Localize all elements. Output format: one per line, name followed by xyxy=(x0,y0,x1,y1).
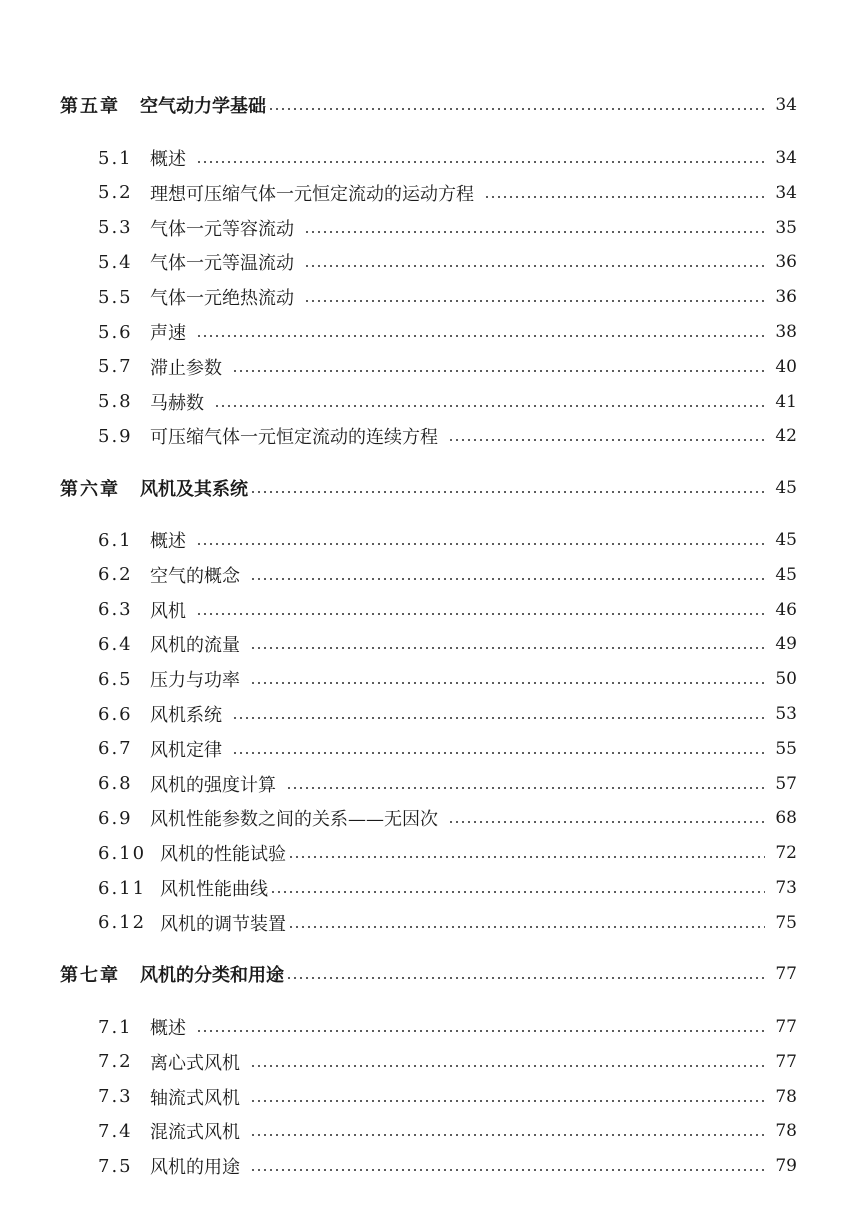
toc-section-entry[interactable] xyxy=(60,631,797,657)
section-title: 轴流式风机 xyxy=(150,1087,240,1109)
section-title: 空气的概念 xyxy=(150,565,240,587)
chapter-number: 第七章 xyxy=(60,965,120,986)
chapter-title: 空气动力学基础 xyxy=(140,96,266,117)
section-number: 5.4 xyxy=(98,251,133,273)
section-number: 7.1 xyxy=(98,1016,133,1038)
toc-section-entry[interactable] xyxy=(60,1014,797,1040)
toc-chapter-entry[interactable] xyxy=(60,92,797,118)
dot-leader xyxy=(196,543,765,545)
section-title: 混流式风机 xyxy=(150,1122,240,1144)
dot-leader xyxy=(304,231,765,233)
toc-section-entry[interactable] xyxy=(60,1084,797,1110)
toc-chapter-entry[interactable] xyxy=(60,475,797,501)
toc-section-entry[interactable] xyxy=(60,389,797,415)
toc-section-entry[interactable] xyxy=(60,562,797,588)
toc-section-entry[interactable] xyxy=(60,284,797,310)
toc-section-entry[interactable] xyxy=(60,910,797,936)
section-number: 7.2 xyxy=(98,1051,133,1073)
section-title: 气体一元绝热流动 xyxy=(150,288,294,310)
dot-leader xyxy=(250,1169,765,1171)
page-number: 72 xyxy=(775,843,797,864)
section-title: 风机系统 xyxy=(150,705,222,726)
section-number: 6.11 xyxy=(98,877,147,899)
section-title: 风机的用途 xyxy=(150,1157,240,1179)
page-number: 45 xyxy=(775,564,797,585)
toc-section-entry[interactable] xyxy=(60,840,797,866)
dot-leader xyxy=(250,1134,765,1136)
page-number: 42 xyxy=(775,426,797,447)
page-number: 34 xyxy=(775,182,797,203)
section-number: 6.10 xyxy=(98,842,147,864)
toc-section-entry[interactable] xyxy=(60,736,797,762)
dot-leader xyxy=(448,821,765,823)
toc-section-entry[interactable] xyxy=(60,145,797,171)
page-number: 55 xyxy=(775,738,797,759)
dot-leader xyxy=(196,613,765,615)
dot-leader xyxy=(448,439,765,441)
dot-leader xyxy=(196,1030,765,1032)
chapter-number: 第五章 xyxy=(60,96,120,117)
toc-section-entry[interactable] xyxy=(60,180,797,206)
page-number: 68 xyxy=(775,808,797,829)
chapter-title: 风机及其系统 xyxy=(140,479,248,500)
page-number: 45 xyxy=(775,478,797,498)
section-title: 风机的性能试验 xyxy=(160,844,286,866)
dot-leader xyxy=(250,1065,765,1067)
page-number: 36 xyxy=(775,287,797,308)
page-number: 34 xyxy=(775,148,797,168)
section-title: 压力与功率 xyxy=(150,670,240,692)
toc-section-entry[interactable] xyxy=(60,701,797,727)
section-title: 离心式风机 xyxy=(150,1052,240,1074)
toc-section-entry[interactable] xyxy=(60,771,797,797)
page-number: 75 xyxy=(775,912,797,933)
page-number: 79 xyxy=(775,1156,797,1177)
page-number: 78 xyxy=(775,1086,797,1107)
section-number: 6.1 xyxy=(98,529,133,551)
dot-leader xyxy=(214,405,765,407)
toc-section-entry[interactable] xyxy=(60,1049,797,1075)
dot-leader xyxy=(250,491,765,493)
dot-leader xyxy=(270,891,765,893)
toc-section-entry[interactable] xyxy=(60,215,797,241)
toc-section-entry[interactable] xyxy=(60,527,797,553)
dot-leader xyxy=(250,578,765,580)
section-number: 7.4 xyxy=(98,1120,133,1142)
toc-section-entry[interactable] xyxy=(60,597,797,623)
section-number: 5.7 xyxy=(98,356,133,378)
page-number: 49 xyxy=(775,634,797,655)
section-title: 概述 xyxy=(150,1018,186,1039)
section-number: 5.1 xyxy=(98,147,133,169)
section-title: 风机的流量 xyxy=(150,635,240,657)
page-number: 78 xyxy=(775,1121,797,1142)
page-number: 38 xyxy=(775,322,797,342)
section-number: 6.7 xyxy=(98,738,133,760)
toc-section-entry[interactable] xyxy=(60,805,797,831)
section-number: 5.2 xyxy=(98,182,133,204)
toc-section-entry[interactable] xyxy=(60,354,797,380)
section-number: 5.6 xyxy=(98,321,133,343)
section-title: 马赫数 xyxy=(150,392,204,414)
page-number: 35 xyxy=(775,217,797,238)
page-number: 40 xyxy=(775,356,797,377)
toc-section-entry[interactable] xyxy=(60,666,797,692)
section-number: 6.4 xyxy=(98,633,133,655)
section-title: 可压缩气体一元恒定流动的连续方程 xyxy=(150,427,438,449)
page-number: 73 xyxy=(775,878,797,898)
section-number: 7.3 xyxy=(98,1086,133,1108)
dot-leader xyxy=(250,647,765,649)
section-title: 声速 xyxy=(150,323,186,344)
toc-section-entry[interactable] xyxy=(60,249,797,275)
section-number: 5.3 xyxy=(98,217,133,239)
section-title: 风机的强度计算 xyxy=(150,774,276,796)
section-number: 6.6 xyxy=(98,703,133,725)
dot-leader xyxy=(250,682,765,684)
toc-section-entry[interactable] xyxy=(60,1153,797,1179)
page-number: 34 xyxy=(775,95,797,115)
dot-leader xyxy=(268,108,765,110)
section-number: 6.9 xyxy=(98,807,133,829)
dot-leader xyxy=(286,977,765,979)
page-number: 77 xyxy=(775,1017,797,1037)
section-title: 风机性能曲线 xyxy=(160,879,268,900)
dot-leader xyxy=(288,926,765,928)
page-number: 46 xyxy=(775,599,797,620)
chapter-number: 第六章 xyxy=(60,479,120,500)
section-title: 概述 xyxy=(150,149,186,170)
dot-leader xyxy=(232,717,765,719)
dot-leader xyxy=(196,335,765,337)
page-number: 36 xyxy=(775,252,797,273)
section-title: 理想可压缩气体一元恒定流动的运动方程 xyxy=(150,183,474,205)
section-title: 气体一元等温流动 xyxy=(150,253,294,275)
section-title: 风机的调节装置 xyxy=(160,913,286,935)
section-number: 5.8 xyxy=(98,391,133,413)
section-number: 6.3 xyxy=(98,599,133,621)
dot-leader xyxy=(484,196,765,198)
page-number: 77 xyxy=(775,964,797,984)
section-number: 6.2 xyxy=(98,564,133,586)
page-number: 45 xyxy=(775,530,797,550)
section-title: 滞止参数 xyxy=(150,357,222,379)
section-title: 风机性能参数之间的关系——无因次 xyxy=(150,809,438,831)
section-title: 概述 xyxy=(150,531,186,552)
dot-leader xyxy=(288,856,765,858)
dot-leader xyxy=(250,1100,765,1102)
section-title: 风机 xyxy=(150,600,186,622)
dot-leader xyxy=(232,370,765,372)
page-number: 53 xyxy=(775,704,797,724)
dot-leader xyxy=(286,787,765,789)
section-number: 6.12 xyxy=(98,912,147,934)
toc-section-entry[interactable] xyxy=(60,319,797,345)
toc-chapter-entry[interactable] xyxy=(60,961,797,987)
dot-leader xyxy=(232,752,765,754)
dot-leader xyxy=(196,161,765,163)
page-number: 57 xyxy=(775,773,797,794)
section-number: 5.5 xyxy=(98,286,133,308)
section-number: 5.9 xyxy=(98,425,133,447)
section-number: 7.5 xyxy=(98,1155,133,1177)
section-number: 6.8 xyxy=(98,773,133,795)
toc-section-entry[interactable] xyxy=(60,875,797,901)
toc-section-entry[interactable] xyxy=(60,423,797,449)
dot-leader xyxy=(304,265,765,267)
section-title: 风机定律 xyxy=(150,739,222,761)
section-title: 气体一元等容流动 xyxy=(150,218,294,240)
page-number: 50 xyxy=(775,669,797,690)
chapter-title: 风机的分类和用途 xyxy=(140,965,284,986)
section-number: 6.5 xyxy=(98,668,133,690)
toc-section-entry[interactable] xyxy=(60,1118,797,1144)
page-number: 41 xyxy=(775,391,797,412)
dot-leader xyxy=(304,300,765,302)
page-number: 77 xyxy=(775,1051,797,1072)
